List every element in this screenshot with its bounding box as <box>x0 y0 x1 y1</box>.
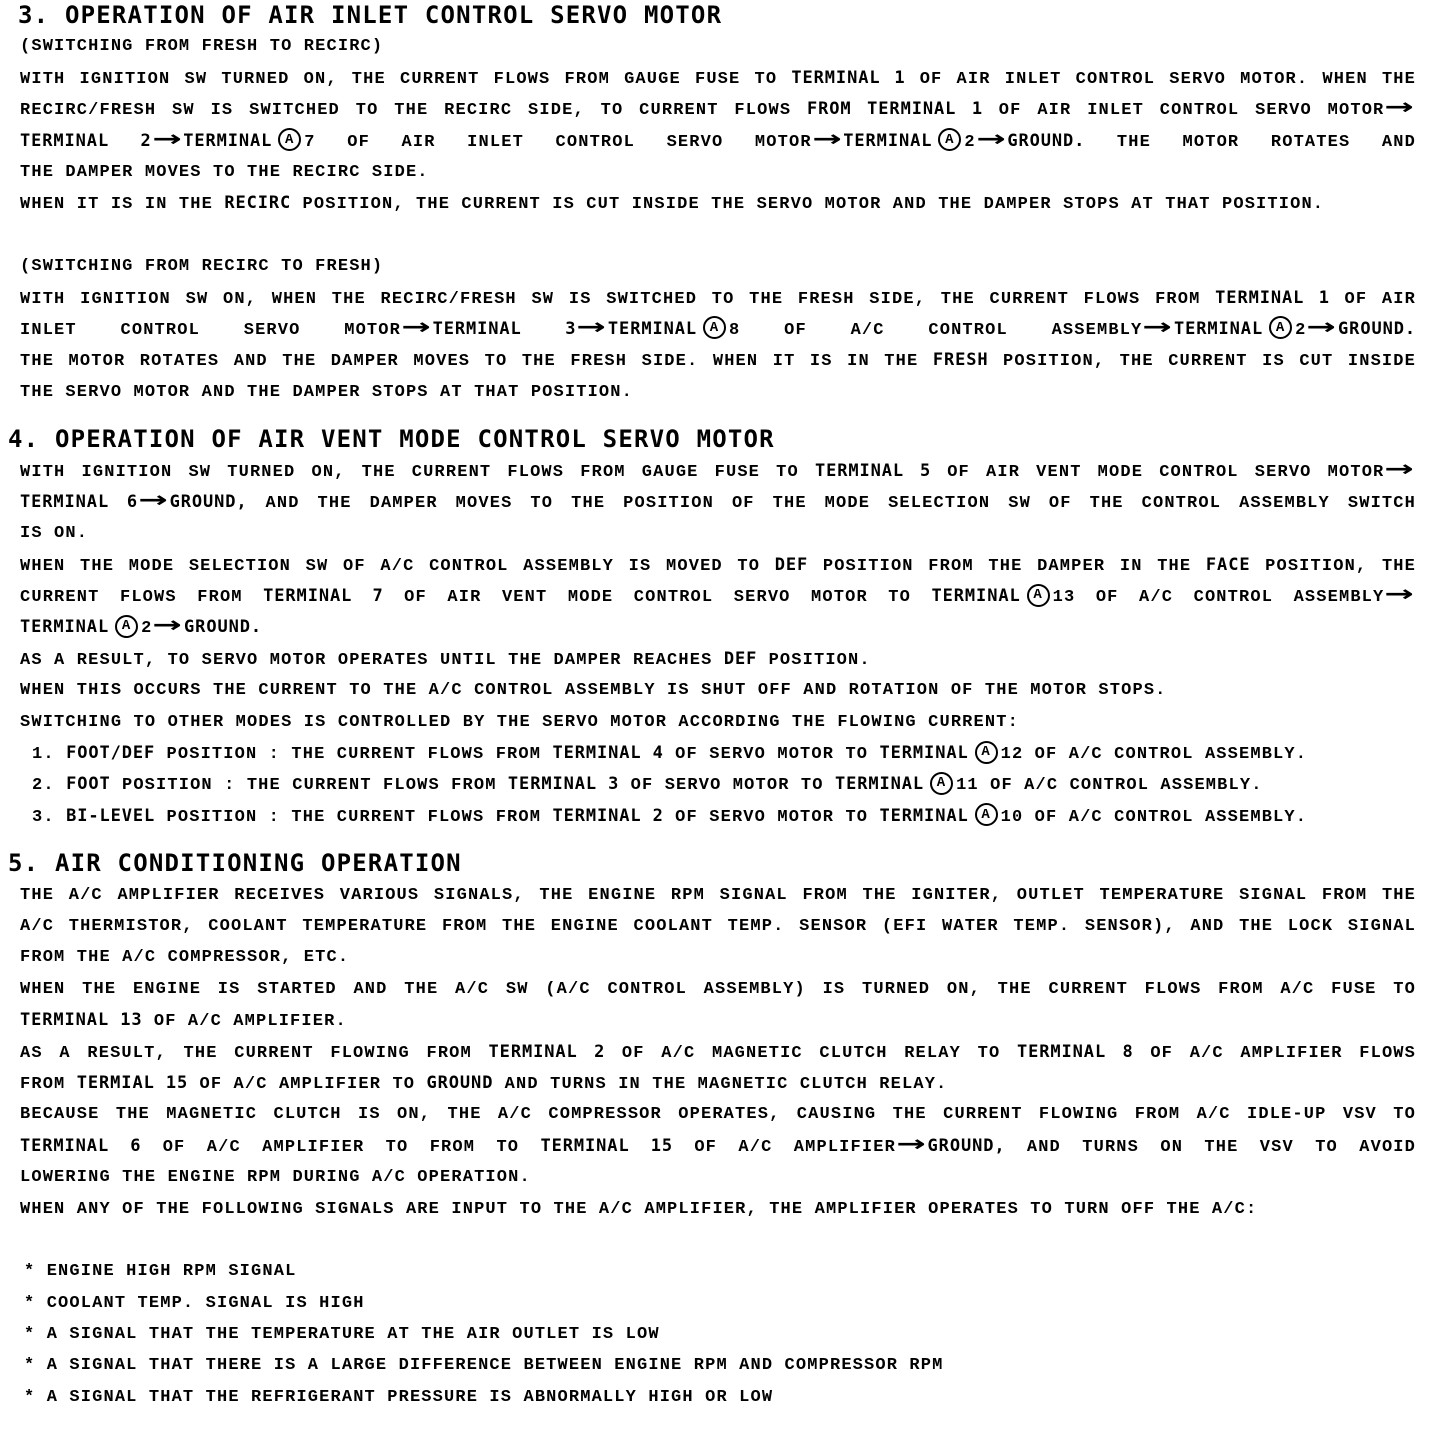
text-line: INLET CONTROL SERVO MOTOR→TERMINAL 3→TERMINAL A 8 OF A/C CONTROL ASSEMBLY→TERMINAL A 2→GROUND. <box>20 314 1416 340</box>
text-line: WHEN THIS OCCURS THE CURRENT TO THE A/C CONTROL ASSEMBLY IS SHUT OFF AND ROTATION OF THE MOTOR STOPS. <box>20 681 1167 701</box>
text-line: A/C THERMISTOR, COOLANT TEMPERATURE FROM THE ENGINE COOLANT TEMP. SENSOR (EFI WATER TEMP. SENSOR), AND THE LOCK SIGNAL <box>20 916 1416 936</box>
list-item: 2. FOOT POSITION : THE CURRENT FLOWS FROM TERMINAL 3 OF SERVO MOTOR TO TERMINAL A 11 OF A/C CONTROL ASSEMBLY. <box>20 769 1416 800</box>
text-line: WHEN THE MODE SELECTION SW OF A/C CONTROL ASSEMBLY IS MOVED TO DEF POSITION FROM THE DAMPER IN THE FACE POSITION, THE <box>20 554 1416 576</box>
arrow-icon: → <box>896 1131 928 1157</box>
arrow-icon: → <box>152 613 184 639</box>
text-line: TERMINAL 6 OF A/C AMPLIFIER TO FROM TO TERMINAL 15 OF A/C AMPLIFIER→GROUND, AND TURNS ON THE VSV TO AVOID <box>20 1131 1416 1157</box>
text-line: THE MOTOR ROTATES AND THE DAMPER MOVES TO THE FRESH SIDE. WHEN IT IS IN THE FRESH POSITION, THE CURRENT IS CUT INSIDE <box>20 350 1416 372</box>
text-line: WHEN IT IS IN THE RECIRC POSITION, THE CURRENT IS CUT INSIDE THE SERVO MOTOR AND THE DAMPER STOPS AT THAT POSITION. <box>20 193 1325 215</box>
arrow-icon: → <box>1384 456 1416 482</box>
bullet-item: * A SIGNAL THAT THE TEMPERATURE AT THE AIR OUTLET IS LOW <box>24 1325 660 1345</box>
text-line: FROM THE A/C COMPRESSOR, ETC. <box>20 948 350 968</box>
circled-a-icon: A <box>1269 316 1292 339</box>
text-line: TERMINAL 2→TERMINAL A 7 OF AIR INLET CONTROL SERVO MOTOR→TERMINAL A 2→GROUND. THE MOTOR ROTATES AND <box>20 126 1416 152</box>
text-line: IS ON. <box>20 524 89 544</box>
text-line: FROM TERMIAL 15 OF A/C AMPLIFIER TO GROUND AND TURNS IN THE MAGNETIC CLUTCH RELAY. <box>20 1072 948 1094</box>
circled-a-icon: A <box>703 316 726 339</box>
section-4-body <box>8 456 1416 833</box>
arrow-icon: → <box>1384 582 1416 608</box>
circled-a-icon: A <box>1027 584 1050 607</box>
arrow-icon: → <box>975 126 1008 152</box>
text-line: TERMINAL 13 OF A/C AMPLIFIER. <box>20 1010 347 1032</box>
text-line: SWITCHING TO OTHER MODES IS CONTROLLED BY THE SERVO MOTOR ACCORDING THE FLOWING CURRENT: <box>20 712 1019 732</box>
text-line: THE A/C AMPLIFIER RECEIVES VARIOUS SIGNALS, THE ENGINE RPM SIGNAL FROM THE IGNITER, OUTLET TEMPERATURE SIGNAL FROM THE <box>20 885 1416 905</box>
bullet-item: * COOLANT TEMP. SIGNAL IS HIGH <box>24 1293 365 1313</box>
circled-a-icon: A <box>930 772 953 795</box>
arrow-icon: → <box>1384 95 1416 121</box>
text-line: TERMINAL 6→GROUND, AND THE DAMPER MOVES TO THE POSITION OF THE MODE SELECTION SW OF THE CONTROL ASSEMBLY SWITCH <box>20 487 1416 513</box>
arrow-icon: → <box>401 314 433 340</box>
sub-heading-fresh-to-recirc: (SWITCHING FROM FRESH TO RECIRC) <box>20 37 384 57</box>
text-line: AS A RESULT, TO SERVO MOTOR OPERATES UNTIL THE DAMPER REACHES DEF POSITION. <box>20 648 871 670</box>
text-line: BECAUSE THE MAGNETIC CLUTCH IS ON, THE A/C COMPRESSOR OPERATES, CAUSING THE CURRENT FLOWING FROM A/C IDLE-UP VSV TO <box>20 1105 1416 1125</box>
circled-a-icon: A <box>975 741 998 764</box>
text-line: THE DAMPER MOVES TO THE RECIRC SIDE. <box>20 162 429 182</box>
sub-heading-recirc-to-fresh: (SWITCHING FROM RECIRC TO FRESH) <box>20 257 384 277</box>
text-line: AS A RESULT, THE CURRENT FLOWING FROM TERMINAL 2 OF A/C MAGNETIC CLUTCH RELAY TO TERMINAL 8 OF A/C AMPLIFIER FLOWS <box>20 1041 1417 1063</box>
section-3-heading: 3. OPERATION OF AIR INLET CONTROL SERVO MOTOR <box>18 1 723 29</box>
text-line: CURRENT FLOWS FROM TERMINAL 7 OF AIR VENT MODE CONTROL SERVO MOTOR TO TERMINAL A 13 OF A/C CONTROL ASSEMBLY→ <box>20 582 1416 608</box>
text-line: WHEN THE ENGINE IS STARTED AND THE A/C SW (A/C CONTROL ASSEMBLY) IS TURNED ON, THE CURRENT FLOWS FROM A/C FUSE TO <box>20 979 1416 999</box>
text-line: THE SERVO MOTOR AND THE DAMPER STOPS AT THAT POSITION. <box>20 382 633 402</box>
section-5-body <box>8 880 1416 1414</box>
text-line: WITH IGNITION SW TURNED ON, THE CURRENT FLOWS FROM GAUGE FUSE TO TERMINAL 1 OF AIR INLET CONTROL SERVO MOTOR. WHEN THE <box>20 67 1417 89</box>
bullet-item: * ENGINE HIGH RPM SIGNAL <box>24 1262 297 1282</box>
circled-a-icon: A <box>975 803 998 826</box>
bullet-item: * A SIGNAL THAT THE REFRIGERANT PRESSURE IS ABNORMALLY HIGH OR LOW <box>24 1387 774 1407</box>
list-item: 3. BI-LEVEL POSITION : THE CURRENT FLOWS FROM TERMINAL 2 OF SERVO MOTOR TO TERMINAL A 10 OF A/C CONTROL ASSEMBLY. <box>20 801 1416 832</box>
section-5-heading: 5. AIR CONDITIONING OPERATION <box>8 849 462 878</box>
text-line: TERMINAL A 2→GROUND. <box>20 613 262 639</box>
arrow-icon: → <box>1306 314 1338 340</box>
list-item: 1. FOOT/DEF POSITION : THE CURRENT FLOWS FROM TERMINAL 4 OF SERVO MOTOR TO TERMINAL A 12 OF A/C CONTROL ASSEMBLY. <box>20 738 1416 769</box>
arrow-icon: → <box>576 314 608 340</box>
arrow-icon: → <box>151 126 184 152</box>
text-line: WHEN ANY OF THE FOLLOWING SIGNALS ARE INPUT TO THE A/C AMPLIFIER, THE AMPLIFIER OPERATES TO TURN OFF THE A/C: <box>20 1199 1258 1219</box>
bullet-item: * A SIGNAL THAT THERE IS A LARGE DIFFERENCE BETWEEN ENGINE RPM AND COMPRESSOR RPM <box>24 1356 944 1376</box>
circled-a-icon: A <box>938 128 961 151</box>
text-line: WITH IGNITION SW ON, WHEN THE RECIRC/FRESH SW IS SWITCHED TO THE FRESH SIDE, THE CURRENT FLOWS FROM TERMINAL 1 OF AIR <box>20 287 1416 309</box>
circled-a-icon: A <box>115 615 138 638</box>
text-line: RECIRC/FRESH SW IS SWITCHED TO THE RECIRC SIDE, TO CURRENT FLOWS FROM TERMINAL 1 OF AIR INLET CONTROL SERVO MOTOR→ <box>20 95 1416 121</box>
section-3-body <box>8 31 1416 408</box>
text-line: LOWERING THE ENGINE RPM DURING A/C OPERATION. <box>20 1168 531 1188</box>
section-4-heading: 4. OPERATION OF AIR VENT MODE CONTROL SERVO MOTOR <box>8 425 775 454</box>
text-line: WITH IGNITION SW TURNED ON, THE CURRENT FLOWS FROM GAUGE FUSE TO TERMINAL 5 OF AIR VENT MODE CONTROL SERVO MOTOR→ <box>20 456 1416 482</box>
arrow-icon: → <box>1142 314 1174 340</box>
arrow-icon: → <box>811 126 844 152</box>
arrow-icon: → <box>138 487 170 513</box>
circled-a-icon: A <box>278 128 301 151</box>
